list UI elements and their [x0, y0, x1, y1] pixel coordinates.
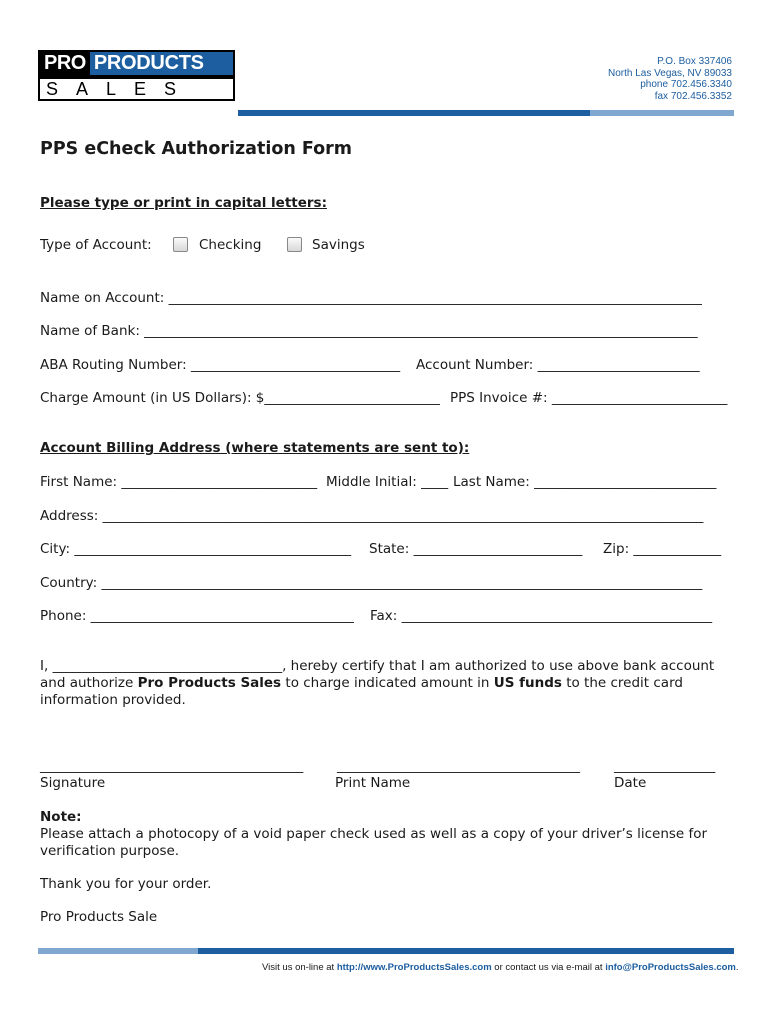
email-link[interactable]: info@ProProductsSales.com [605, 962, 736, 973]
account-number-field[interactable]: Account Number: ________________________ [416, 357, 700, 373]
savings-checkbox[interactable] [287, 237, 302, 252]
address-fax: fax 702.456.3352 [654, 90, 732, 102]
logo-pro: PRO [44, 52, 86, 74]
note-line-1: Please attach a photocopy of a void paper check used as well as a copy of your driver’s license for [40, 826, 708, 842]
logo-sales: SALES [38, 77, 235, 101]
certify-text: to the credit card [561, 675, 683, 691]
signature-line[interactable]: _______________________________________ [40, 758, 304, 774]
header-rule-accent [590, 110, 734, 116]
footer-text: or contact us via e-mail at [491, 962, 606, 973]
middle-initial-field[interactable]: Middle Initial: ____ [326, 474, 449, 490]
phone-field[interactable]: Phone: _______________________________________ [40, 608, 354, 624]
fax-field[interactable]: Fax: ______________________________________________ [370, 608, 713, 624]
checking-label: Checking [199, 237, 262, 253]
invoice-field[interactable]: PPS Invoice #: __________________________ [450, 390, 728, 406]
savings-label: Savings [312, 237, 365, 253]
aba-routing-field[interactable]: ABA Routing Number: _______________________________ [40, 357, 401, 373]
name-on-account-field[interactable]: Name on Account: _______________________________________________________________________________ [40, 290, 702, 306]
address-city: North Las Vegas, NV 89033 [608, 67, 732, 79]
name-of-bank-field[interactable]: Name of Bank: __________________________________________________________________________________ [40, 323, 698, 339]
note-line-2: verification purpose. [40, 843, 180, 859]
city-field[interactable]: City: _________________________________________ [40, 541, 352, 557]
print-name-label: Print Name [335, 775, 411, 791]
company-name: Pro Products Sales [137, 675, 282, 691]
account-type-label: Type of Account: [40, 237, 152, 253]
thank-you: Thank you for your order. [40, 876, 212, 892]
logo-products: PRODUCTS [90, 52, 233, 75]
date-label: Date [614, 775, 647, 791]
checking-checkbox[interactable] [173, 237, 188, 252]
footer-text: Visit us on-line at [262, 962, 337, 973]
logo [38, 50, 235, 77]
instructions: Please type or print in capital letters: [40, 195, 327, 211]
page-title: PPS eCheck Authorization Form [40, 139, 353, 159]
note-heading: Note: [40, 809, 82, 825]
footer [262, 962, 739, 973]
certify-text: and authorize [40, 675, 138, 691]
date-line[interactable]: _______________ [614, 758, 716, 774]
print-name-line[interactable]: ____________________________________ [337, 758, 580, 774]
address-phone: phone 702.456.3340 [640, 79, 732, 90]
address-po-box: P.O. Box 337406 [657, 56, 732, 67]
footer-rule-accent [38, 948, 198, 954]
website-link[interactable]: http://www.ProProductsSales.com [336, 962, 492, 973]
certify-line-1[interactable]: I, __________________________________, hereby certify that I am authorized to use above bank account [40, 658, 715, 674]
currency-note: US funds [493, 675, 562, 691]
certify-line-3: information provided. [40, 692, 186, 708]
address-block [608, 56, 732, 102]
first-name-field[interactable]: First Name: _____________________________ [40, 474, 318, 490]
certify-text: to charge indicated amount in [281, 675, 494, 691]
country-field[interactable]: Country: _________________________________________________________________________________________ [40, 575, 703, 591]
billing-heading: Account Billing Address (where statements are sent to): [40, 440, 470, 456]
charge-amount-field[interactable]: Charge Amount (in US Dollars): $__________________________ [40, 390, 440, 406]
footer-text: . [735, 962, 739, 973]
closing: Pro Products Sale [40, 909, 158, 925]
state-field[interactable]: State: _________________________ [369, 541, 583, 557]
address-field[interactable]: Address: _________________________________________________________________________________________ [40, 508, 704, 524]
signature-label: Signature [40, 775, 106, 791]
last-name-field[interactable]: Last Name: ___________________________ [453, 474, 717, 490]
certify-line-2 [40, 675, 683, 691]
zip-field[interactable]: Zip: _____________ [603, 541, 722, 557]
